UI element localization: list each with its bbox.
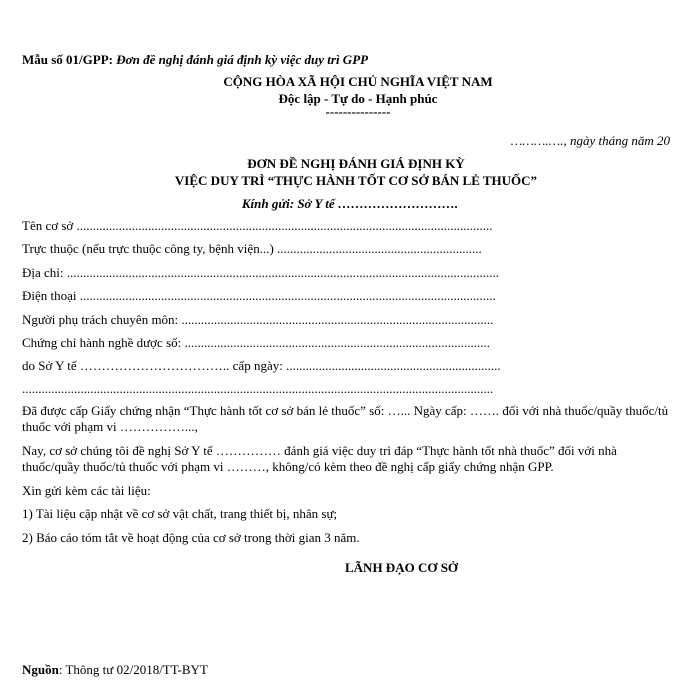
attachment-item-2: 2) Báo cáo tóm tắt về hoạt động của cơ sở trong thời gian 3 năm. [22, 530, 360, 545]
attachment-item-1: 1) Tài liệu cập nhật về cơ sở vật chất, trang thiết bị, nhân sự; [22, 506, 338, 521]
date-line: ……….…., ngày tháng năm 20 [510, 133, 670, 148]
document-title-line-1 [0, 156, 700, 172]
paragraph-attachments-intro: Xin gửi kèm các tài liệu: [22, 483, 151, 498]
field-practice-certificate: Chứng chỉ hành nghề dược số: .............................................................................................. [22, 335, 490, 350]
field-issued-by: do Sở Y tế …………………………….. cấp ngày: .................................................................. [22, 358, 501, 373]
source-label: Nguồn [22, 662, 59, 677]
national-motto-text: Độc lập - Tự do - Hạnh phúc [278, 91, 438, 106]
field-facility-name: Tên cơ sở ................................................................................................................................ [22, 218, 493, 233]
header-divider [0, 104, 700, 120]
signature-title: LÃNH ĐẠO CƠ SỞ [345, 560, 459, 575]
header-divider-text: --------------- [325, 104, 391, 119]
form-code-line [22, 52, 368, 68]
recipient-text: Kính gửi: Sở Y tế ………………………. [241, 196, 459, 211]
source-note [22, 662, 208, 678]
document-title-line-2 [0, 173, 700, 189]
national-name-text: CỘNG HÒA XÃ HỘI CHỦ NGHĨA VIỆT NAM [223, 74, 493, 89]
field-blank-line: ................................................................................................................................................. [22, 381, 494, 396]
paragraph-request: Nay, cơ sở chúng tôi đề nghị Sở Y tế …………… đánh giá việc duy trì đáp “Thực hành tốt nhà thuốc” đối với nhà thuốc/quầy thuốc/tủ thuốc với phạm vi ………, không/có kèm theo đề nghị cấp giấy chứng nhận GPP. [22, 443, 617, 474]
document-title-line-1-text: ĐƠN ĐỀ NGHỊ ĐÁNH GIÁ ĐỊNH KỲ [247, 156, 465, 171]
form-code: Mẫu số 01/GPP: [22, 52, 113, 67]
field-affiliation: Trực thuộc (nếu trực thuộc công ty, bệnh viện...) ............................................................... [22, 241, 482, 256]
field-address: Địa chỉ: ..................................................................................................................................... [22, 265, 500, 280]
document-title-line-2-text: VIỆC DUY TRÌ “THỰC HÀNH TỐT CƠ SỞ BÁN LẺ THUỐC” [174, 173, 538, 188]
source-text: : Thông tư 02/2018/TT-BYT [58, 662, 208, 677]
field-phone: Điện thoại ................................................................................................................................ [22, 288, 496, 303]
national-name [0, 74, 700, 90]
field-pharmacist-in-charge: Người phụ trách chuyên môn: ................................................................................................ [22, 312, 494, 327]
recipient-line [0, 196, 700, 212]
paragraph-certificate: Đã được cấp Giấy chứng nhận “Thực hành tốt cơ sở bán lẻ thuốc” số: …... Ngày cấp: ……. đối với nhà thuốc/quầy thuốc/tủ thuốc với phạm vi ……………..., [22, 403, 669, 434]
form-title: Đơn đề nghị đánh giá định kỳ việc duy trì GPP [116, 52, 369, 67]
